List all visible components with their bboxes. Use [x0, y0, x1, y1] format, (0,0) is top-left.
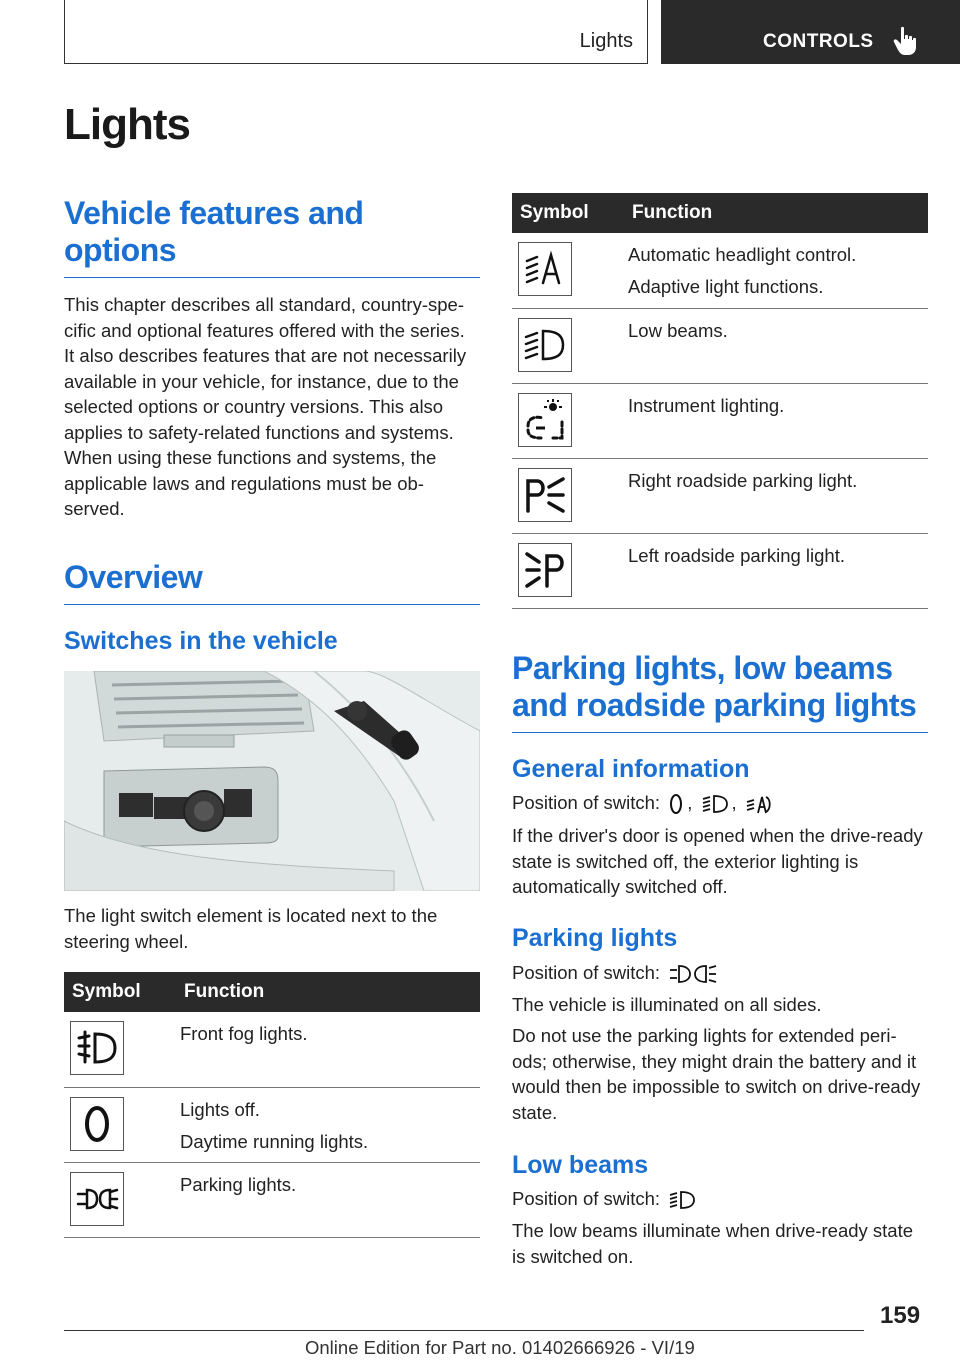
light-switch-photo: [64, 671, 480, 891]
page-title: Lights: [64, 100, 190, 149]
table-row: [512, 533, 928, 608]
running-header-left: [64, 0, 648, 64]
function-text: Automatic headlight control.: [628, 244, 857, 265]
heading-overview: Overview: [64, 559, 480, 605]
edition-line: Online Edition for Part no. 01402666926 - VI/19: [305, 1337, 695, 1358]
low-beams-icon: [702, 793, 728, 815]
features-paragraph: This chapter describes all standard, country-spe-cific and optional features offered with the series. It also describes features that are not necessarily available in your vehicle, for instance, due to the selected options or country versions. This also applies to safety-related functions and systems. When using these functions and systems, the applicable laws and regulations must be ob-served.: [64, 294, 467, 519]
parking-lights-icon: [669, 963, 717, 985]
symbol-table-left: [64, 972, 480, 1238]
separator: ,: [687, 792, 693, 813]
heading-switches: Switches in the vehicle: [64, 627, 338, 655]
heading-low-beams: Low beams: [512, 1151, 649, 1179]
table-row: [64, 1162, 480, 1237]
lights-off-icon: [70, 1097, 124, 1151]
function-text: Right roadside parking light.: [628, 469, 858, 491]
chapter-label: CONTROLS: [763, 31, 874, 52]
table-row: [512, 308, 928, 383]
function-text: Daytime running lights.: [180, 1130, 369, 1152]
function-text: Left roadside parking light.: [628, 544, 845, 566]
chapter-tab: [661, 0, 960, 64]
table-row: [64, 1087, 480, 1162]
parking-paragraph-1: The vehicle is illuminated on all sides.: [512, 994, 822, 1015]
pointing-hand-icon: [893, 26, 919, 56]
section-label: Lights: [579, 30, 633, 52]
heading-general-information: General information: [512, 755, 750, 783]
position-label: Position of switch:: [512, 792, 661, 813]
function-text: Front fog lights.: [180, 1023, 308, 1044]
position-label: Position of switch:: [512, 962, 661, 983]
function-text: Parking lights.: [180, 1173, 297, 1195]
column-header-function: Function: [624, 193, 928, 233]
column-header-symbol: Symbol: [64, 972, 176, 1012]
function-text: Instrument lighting.: [628, 394, 785, 416]
parking-paragraph-2: Do not use the parking lights for extended peri-ods; otherwise, they might drain the battery and it would then be impossible to switch on drive-ready state.: [512, 1025, 921, 1123]
table-row: [512, 458, 928, 533]
function-text: Lights off.: [180, 1098, 260, 1120]
automatic-headlight-icon: [746, 793, 772, 815]
automatic-headlight-icon: [518, 242, 572, 296]
instrument-lighting-icon: [518, 393, 572, 447]
low-beams-paragraph: The low beams illuminate when drive-ready state is switched on.: [512, 1220, 914, 1267]
photo-caption: The light switch element is located next to the steering wheel.: [64, 905, 438, 952]
low-beams-icon: [518, 318, 572, 372]
table-row: [64, 1012, 480, 1087]
general-paragraph: If the driver's door is opened when the drive-ready state is switched off, the exterior lighting is automatically switched off.: [512, 825, 923, 897]
footer-divider: [64, 1330, 864, 1331]
parking-lights-icon: [70, 1172, 124, 1226]
front-fog-lights-icon: [70, 1021, 124, 1075]
heading-parking-low-beams: Parking lights, low beams and roadside parking lights: [512, 650, 928, 733]
left-roadside-parking-icon: [518, 543, 572, 597]
column-header-function: Function: [176, 972, 480, 1012]
heading-vehicle-features: Vehicle features and options: [64, 195, 480, 278]
parking-switch-position: [512, 960, 928, 985]
low-beams-icon: [669, 1189, 695, 1211]
symbol-table-right: [512, 193, 928, 609]
table-row: [512, 233, 928, 308]
heading-parking-lights: Parking lights: [512, 924, 678, 952]
low-beams-switch-position: [512, 1186, 928, 1211]
lights-off-icon: [669, 793, 683, 815]
column-header-symbol: Symbol: [512, 193, 624, 233]
separator: ,: [731, 792, 737, 813]
right-roadside-parking-icon: [518, 468, 572, 522]
general-switch-position: [512, 790, 928, 815]
page-number: 159: [880, 1302, 921, 1329]
position-label: Position of switch:: [512, 1188, 661, 1209]
function-text: Adaptive light functions.: [628, 276, 824, 297]
function-text: Low beams.: [628, 319, 728, 341]
table-row: [512, 383, 928, 458]
